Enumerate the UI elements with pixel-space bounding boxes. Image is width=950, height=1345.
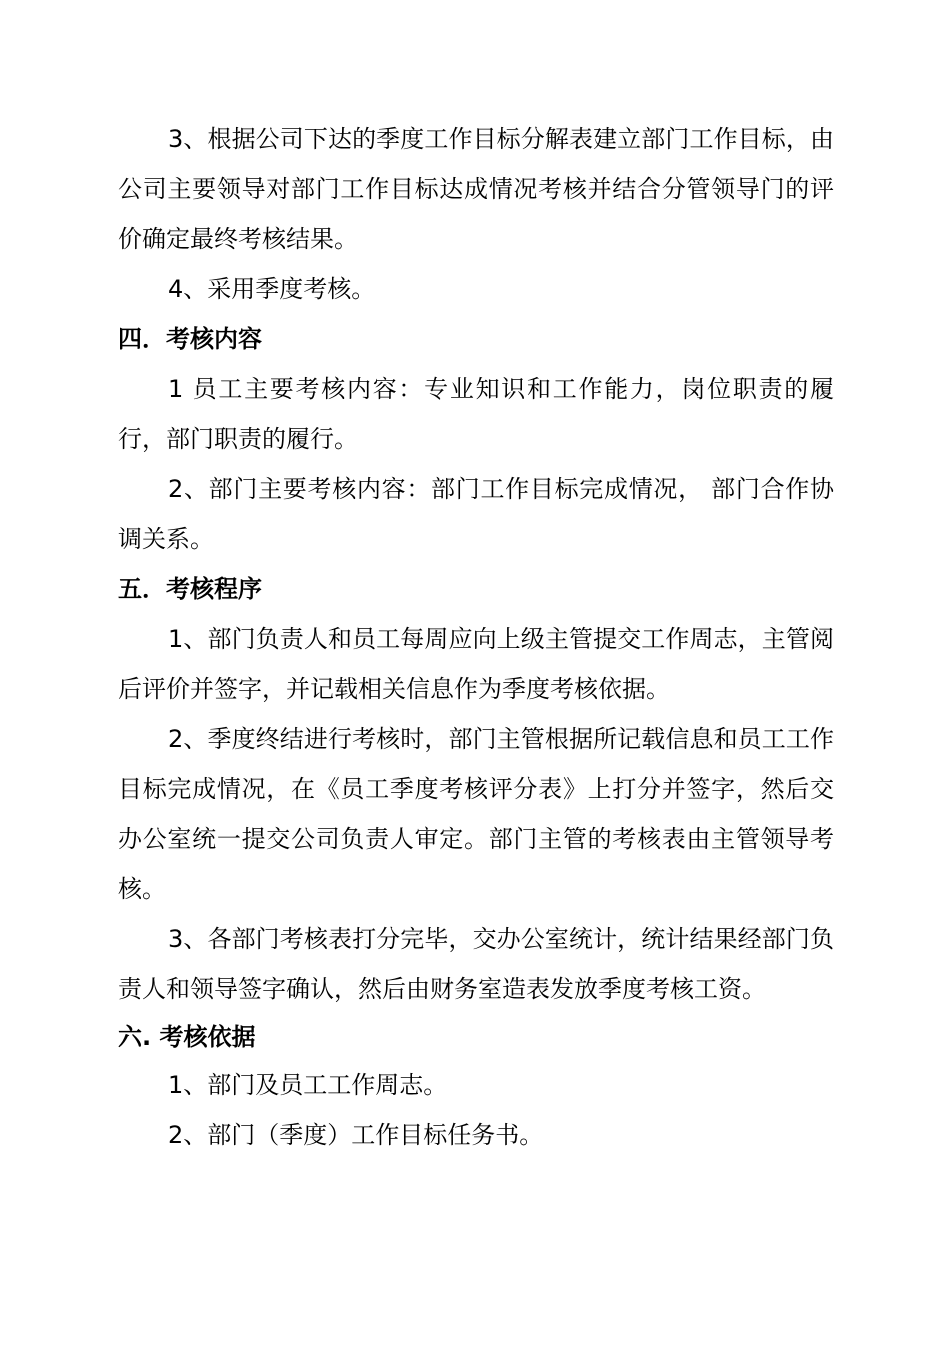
paragraph-basis-weekly: 1、部门及员工工作周志。 xyxy=(168,1071,448,1099)
paragraph-statistics: 3、各部门考核表打分完毕，交办公室统计，统计结果经部门负责人和领导签字确认，然后由财务室造表发放季度考核工资。 xyxy=(118,925,834,1003)
paragraph-department-content: 2、部门主要考核内容：部门工作目标完成情况， 部门合作协调关系。 xyxy=(118,475,834,553)
paragraph-weekly-log: 1、部门负责人和员工每周应向上级主管提交工作周志，主管阅后评价并签字，并记载相关信息作为季度考核依据。 xyxy=(118,625,834,703)
section-heading-content: 四．考核内容 xyxy=(118,325,262,353)
paragraph-item-3-goals: 3、根据公司下达的季度工作目标分解表建立部门工作目标，由公司主要领导对部门工作目标达成情况考核并结合分管领导门的评价确定最终考核结果。 xyxy=(118,125,834,253)
paragraph-quarter-end: 2、季度终结进行考核时，部门主管根据所记载信息和员工工作目标完成情况，在《员工季度考核评分表》上打分并签字，然后交办公室统一提交公司负责人审定。部门主管的考核表由主管领导考核。 xyxy=(118,725,834,903)
document-page xyxy=(118,114,834,1160)
section-heading-procedure: 五．考核程序 xyxy=(118,575,262,603)
section-heading-basis: 六. 考核依据 xyxy=(118,1023,256,1051)
paragraph-basis-targets: 2、部门（季度）工作目标任务书。 xyxy=(168,1121,544,1149)
paragraph-employee-content: 1 员工主要考核内容：专业知识和工作能力，岗位职责的履行，部门职责的履行。 xyxy=(118,375,834,453)
paragraph-item-4-quarterly: 4、采用季度考核。 xyxy=(168,275,376,303)
